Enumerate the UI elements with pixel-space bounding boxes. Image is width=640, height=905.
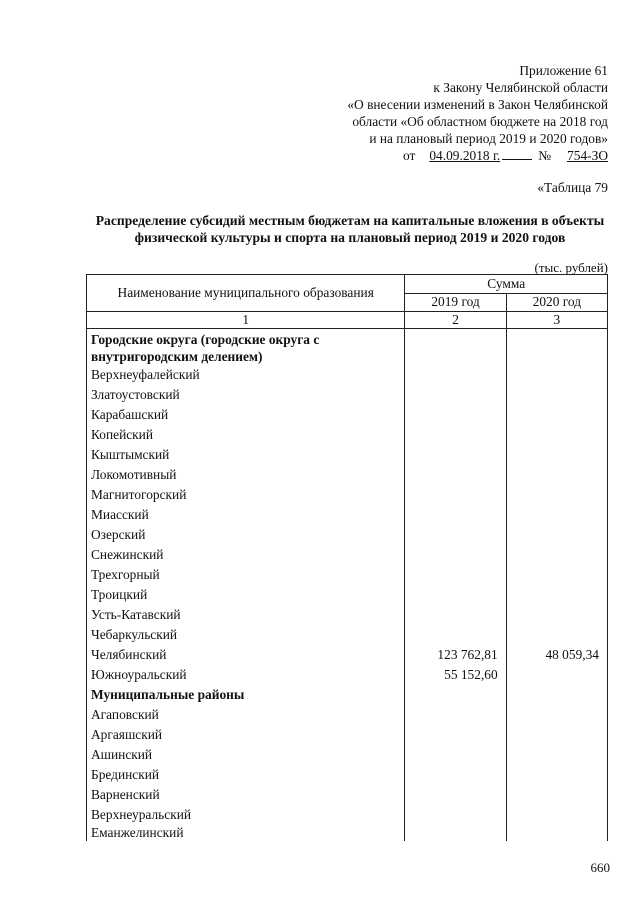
- row-value-2020: [506, 485, 607, 505]
- column-header-name: Наименование муниципального образования: [87, 275, 405, 312]
- row-name: Трехгорный: [87, 565, 405, 585]
- row-value-2019: [405, 565, 506, 585]
- row-name: Аргаяшский: [87, 725, 405, 745]
- law-line: к Закону Челябинской области: [433, 80, 608, 95]
- row-value-2020: [506, 445, 607, 465]
- law-title-line-3: и на плановый период 2019 и 2020 годов»: [369, 131, 608, 146]
- row-name: Карабашский: [87, 405, 405, 425]
- column-header-sum: Сумма: [405, 275, 608, 294]
- row-value-2019: [405, 505, 506, 525]
- row-value-2019: [405, 705, 506, 725]
- table-row: [87, 385, 608, 405]
- row-name: Чебаркульский: [87, 625, 405, 645]
- column-number-3: 3: [506, 312, 607, 329]
- row-name: Челябинский: [87, 645, 405, 665]
- row-value-2019: [405, 465, 506, 485]
- column-number-2: 2: [405, 312, 506, 329]
- row-value-2019: 123 762,81: [405, 645, 506, 665]
- row-value-2020: [506, 465, 607, 485]
- table-row: [87, 365, 608, 385]
- row-value-2020: [506, 329, 607, 366]
- row-value-2020: [506, 745, 607, 765]
- column-number-1: 1: [87, 312, 405, 329]
- row-value-2020: [506, 605, 607, 625]
- row-value-2019: [405, 425, 506, 445]
- table-row: [87, 405, 608, 425]
- column-header-2019: 2019 год: [405, 293, 506, 312]
- row-value-2019: [405, 805, 506, 825]
- law-date: 04.09.2018 г.: [429, 148, 501, 163]
- row-name: Локомотивный: [87, 465, 405, 485]
- table-row: [87, 425, 608, 445]
- row-value-2020: [506, 425, 607, 445]
- date-underline: [502, 148, 532, 160]
- document-header: [347, 62, 608, 164]
- row-name: Копейский: [87, 425, 405, 445]
- row-value-2020: [506, 685, 607, 705]
- row-name: Верхнеуфалейский: [87, 365, 405, 385]
- table-row: [87, 585, 608, 605]
- row-value-2019: [405, 485, 506, 505]
- row-value-2020: [506, 365, 607, 385]
- row-value-2019: [405, 785, 506, 805]
- table-row: [87, 625, 608, 645]
- table-row: [87, 825, 608, 841]
- page-number: 660: [590, 860, 610, 875]
- row-name: Брединский: [87, 765, 405, 785]
- row-value-2019: [405, 405, 506, 425]
- row-value-2019: [405, 745, 506, 765]
- row-value-2020: [506, 565, 607, 585]
- row-value-2020: [506, 405, 607, 425]
- row-value-2019: [405, 385, 506, 405]
- row-name: Троицкий: [87, 585, 405, 605]
- row-value-2019: [405, 685, 506, 705]
- table-row: [87, 605, 608, 625]
- row-value-2019: [405, 765, 506, 785]
- row-value-2019: [405, 545, 506, 565]
- row-value-2020: [506, 725, 607, 745]
- subsidy-table: [86, 274, 608, 841]
- units-label: (тыс. рублей): [534, 260, 608, 275]
- document-title: Распределение субсидий местным бюджетам на капитальные вложения в объекты физической культуры и спорта на плановый период 2019 и 2020 годов: [95, 213, 605, 245]
- row-value-2019: [405, 365, 506, 385]
- row-value-2020: [506, 785, 607, 805]
- table-row: [87, 665, 608, 685]
- table-row: [87, 645, 608, 665]
- law-date-number: [347, 147, 608, 164]
- row-name: Южноуральский: [87, 665, 405, 685]
- row-value-2019: [405, 605, 506, 625]
- table-row: [87, 745, 608, 765]
- row-name: Городские округа (городские округа с внутригородским делением): [87, 329, 405, 366]
- table-label: «Таблица 79: [537, 180, 608, 195]
- table-row: [87, 565, 608, 585]
- row-name: Магнитогорский: [87, 485, 405, 505]
- row-name: Златоустовский: [87, 385, 405, 405]
- law-number: 754-ЗО: [567, 148, 608, 163]
- row-value-2019: [405, 525, 506, 545]
- table-row: [87, 805, 608, 825]
- row-value-2019: 55 152,60: [405, 665, 506, 685]
- table-row: [87, 445, 608, 465]
- column-header-2020: 2020 год: [506, 293, 607, 312]
- row-value-2019: [405, 725, 506, 745]
- row-value-2019: [405, 585, 506, 605]
- law-title-line-1: «О внесении изменений в Закон Челябинской: [347, 97, 608, 112]
- row-value-2020: [506, 805, 607, 825]
- table-row: [87, 685, 608, 705]
- row-name: Еманжелинский: [87, 825, 405, 841]
- row-value-2020: [506, 505, 607, 525]
- row-name: Муниципальные районы: [87, 685, 405, 705]
- table-row: [87, 785, 608, 805]
- appendix-line: Приложение 61: [519, 63, 608, 78]
- row-value-2020: [506, 545, 607, 565]
- table-body: [87, 329, 608, 842]
- table-row: [87, 329, 608, 366]
- row-value-2020: 48 059,34: [506, 645, 607, 665]
- row-value-2020: [506, 625, 607, 645]
- row-name: Озерский: [87, 525, 405, 545]
- table-row: [87, 485, 608, 505]
- ot-label: от: [402, 148, 416, 163]
- row-value-2020: [506, 525, 607, 545]
- row-value-2019: [405, 329, 506, 366]
- row-name: Агаповский: [87, 705, 405, 725]
- law-title-line-2: области «Об областном бюджете на 2018 год: [352, 114, 608, 129]
- table-row: [87, 545, 608, 565]
- number-sign: №: [538, 148, 552, 163]
- row-name: Усть-Катавский: [87, 605, 405, 625]
- row-name: Ашинский: [87, 745, 405, 765]
- row-name: Кыштымский: [87, 445, 405, 465]
- row-value-2020: [506, 825, 607, 841]
- table-row: [87, 765, 608, 785]
- table-row: [87, 705, 608, 725]
- row-value-2020: [506, 705, 607, 725]
- row-value-2019: [405, 445, 506, 465]
- table-row: [87, 525, 608, 545]
- row-value-2020: [506, 765, 607, 785]
- row-name: Варненский: [87, 785, 405, 805]
- row-value-2020: [506, 585, 607, 605]
- row-name: Миасский: [87, 505, 405, 525]
- table-row: [87, 465, 608, 485]
- row-value-2019: [405, 825, 506, 841]
- table-row: [87, 505, 608, 525]
- row-name: Снежинский: [87, 545, 405, 565]
- table-row: [87, 725, 608, 745]
- row-value-2019: [405, 625, 506, 645]
- row-value-2020: [506, 665, 607, 685]
- row-name: Верхнеуральский: [87, 805, 405, 825]
- row-value-2020: [506, 385, 607, 405]
